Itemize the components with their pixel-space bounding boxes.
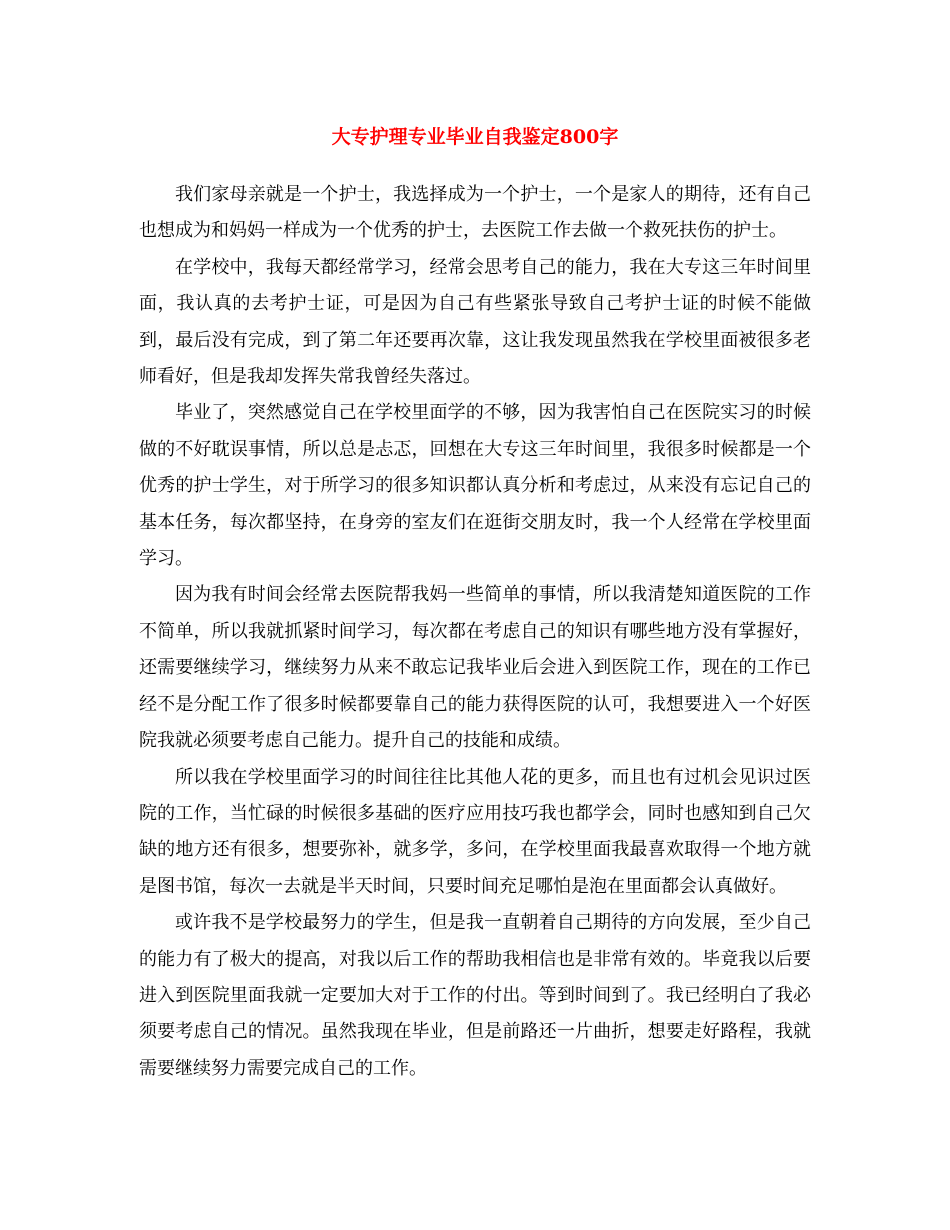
paragraph-5: 所以我在学校里面学习的时间往往比其他人花的更多，而且也有过机会见识过医院的工作，当忙碌的时候很多基础的医疗应用技巧我也都学会，同时也感知到自己欠缺的地方还有很多，想要弥补，就多学，多问，在学校里面我最喜欢取得一个地方就是图书馆，每次一去就是半天时间，只要时间充足哪怕是泡在里面都会认真做好。	[139, 766, 811, 897]
document-title: 大专护理专业毕业自我鉴定800字	[331, 126, 619, 148]
document-body	[139, 177, 811, 1087]
paragraph-4: 因为我有时间会经常去医院帮我妈一些简单的事情，所以我清楚知道医院的工作不简单，所以我就抓紧时间学习，每次都在考虑自己的知识有哪些地方没有掌握好，还需要继续学习，继续努力从来不敢忘记我毕业后会进入到医院工作，现在的工作已经不是分配工作了很多时候都要靠自己的能力获得医院的认可，我想要进入一个好医院我就必须要考虑自己能力。提升自己的技能和成绩。	[139, 584, 811, 752]
paragraph-1: 我们家母亲就是一个护士，我选择成为一个护士，一个是家人的期待，还有自己也想成为和妈妈一样成为一个优秀的护士，去医院工作去做一个救死扶伤的护士。	[139, 184, 811, 242]
paragraph-2: 在学校中，我每天都经常学习，经常会思考自己的能力，我在大专这三年时间里面，我认真的去考护士证，可是因为自己有些紧张导致自己考护士证的时候不能做到，最后没有完成，到了第二年还要再次靠，这让我发现虽然我在学校里面被很多老师看好，但是我却发挥失常我曾经失落过。	[139, 256, 811, 388]
paragraph-3: 毕业了，突然感觉自己在学校里面学的不够，因为我害怕自己在医院实习的时候做的不好耽误事情，所以总是忐忑，回想在大专这三年时间里，我很多时候都是一个优秀的护士学生，对于所学习的很多知识都认真分析和考虑过，从来没有忘记自己的基本任务，每次都坚持，在身旁的室友们在逛街交朋友时，我一个人经常在学校里面学习。	[139, 402, 811, 570]
paragraph-6: 或许我不是学校最努力的学生，但是我一直朝着自己期待的方向发展，至少自己的能力有了极大的提高，对我以后工作的帮助我相信也是非常有效的。毕竟我以后要进入到医院里面我就一定要加大对于工作的付出。等到时间到了。我已经明白了我必须要考虑自己的情况。虽然我现在毕业，但是前路还一片曲折，想要走好路程，我就需要继续努力需要完成自己的工作。	[139, 912, 811, 1079]
